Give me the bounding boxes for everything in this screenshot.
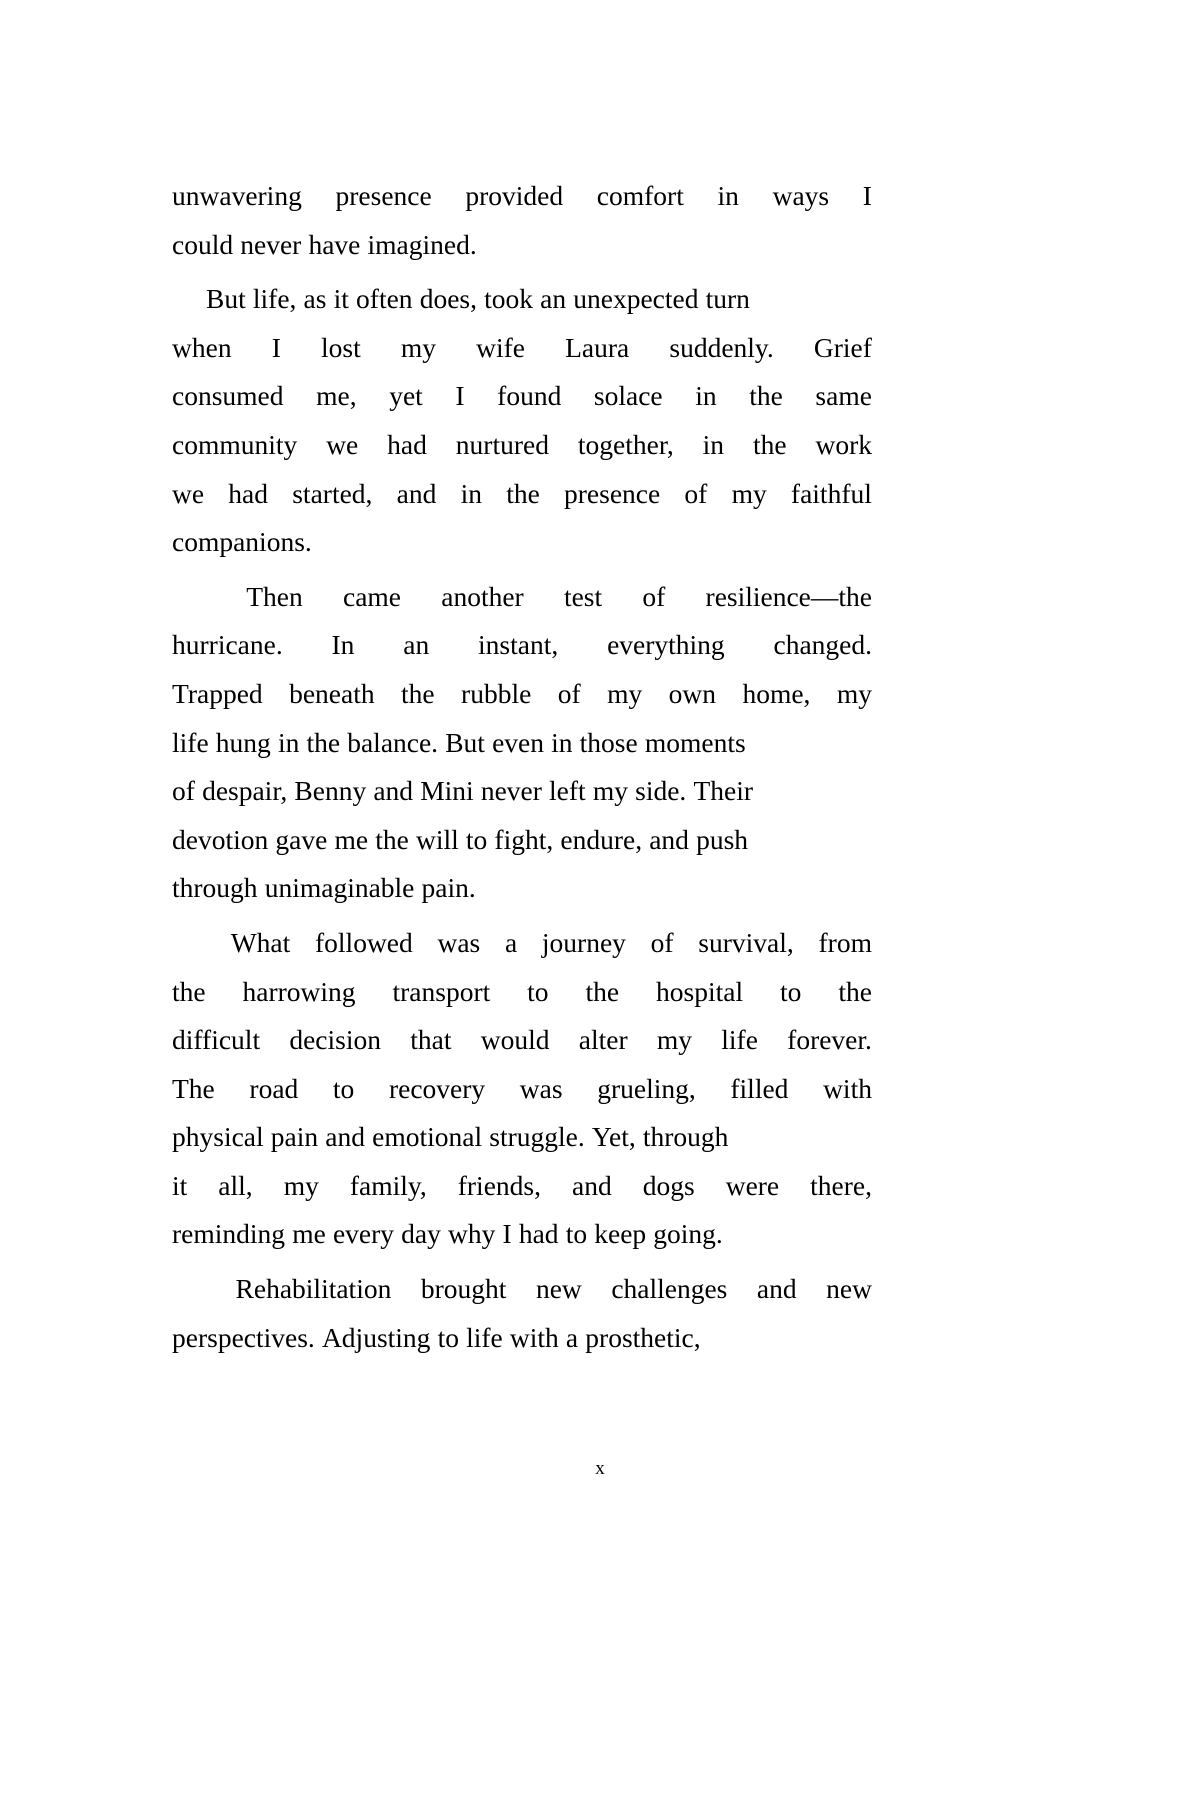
word: with [509,1321,559,1353]
word: the [306,726,341,758]
word: test [563,580,603,612]
first-line-indent [172,919,206,968]
word: pain [270,1121,319,1153]
text-line [172,864,872,913]
text-line [172,421,872,470]
word: as [303,283,327,315]
word: in [460,477,482,509]
word: have [308,228,361,260]
word: keep [594,1218,647,1250]
word: endure, [560,823,643,855]
text-line [172,919,872,968]
word: Laura [565,331,630,363]
word: would [480,1024,550,1056]
word: started, [292,477,373,509]
word: of [650,926,674,958]
first-line-indent [172,1265,206,1314]
text-line [172,221,872,270]
word: turn [705,283,750,315]
word: emotional [372,1121,483,1153]
word: to [465,823,488,855]
word: difficult [172,1024,261,1056]
word: in [695,380,717,412]
word: push [696,823,749,855]
text-line [172,1162,872,1211]
word: me [334,823,369,855]
text-line [172,324,872,373]
word: friends, [457,1169,541,1201]
word: and [325,1121,366,1153]
word: all, [218,1169,253,1201]
word: from [818,926,872,958]
word: The [172,1072,215,1104]
word: Mini [420,775,474,807]
text-line [172,1065,872,1114]
word: my [607,677,643,709]
word: forever. [787,1024,872,1056]
word: was [519,1072,563,1104]
word: presence [335,180,432,211]
word: and [373,775,414,807]
word: in [551,726,573,758]
word: my [731,477,767,509]
word: day [401,1218,441,1250]
word: when [172,331,232,363]
word: my [836,677,872,709]
word: rubble [461,677,532,709]
word: the [585,975,620,1007]
word: prosthetic, [585,1321,701,1353]
word: I [271,331,281,363]
word: had [518,1218,559,1250]
word: with [823,1072,872,1104]
word: provided [465,180,564,211]
word: to [332,1072,355,1104]
word: lost [321,331,361,363]
word: alter [578,1024,628,1056]
word: it [333,283,349,315]
word: left [549,775,586,807]
text-line [172,1016,872,1065]
word: came [342,580,401,612]
word: comfort [596,180,684,211]
text-line [172,275,872,324]
word: and [649,823,689,855]
word: gave [275,823,328,855]
paragraph [172,919,872,1259]
word: we [326,428,359,460]
word: never [480,775,542,807]
word: harrowing [242,975,356,1007]
word: the [401,677,435,709]
word: Adjusting [321,1321,431,1353]
word: me, [316,380,357,412]
word: Yet, [591,1121,636,1153]
word: an [540,283,567,315]
word: Grief [813,331,872,363]
word: another [441,580,524,612]
word: of [557,677,581,709]
word: those [579,726,638,758]
word: could [172,228,234,260]
word: every [332,1218,395,1250]
word: I [455,380,465,412]
word: life [721,1024,758,1056]
word: consumed [172,380,284,412]
text-line [172,621,872,670]
word: struggle. [489,1121,585,1153]
text-line [172,670,872,719]
word: instant, [478,629,559,661]
text-line [172,1113,872,1162]
word: life [172,726,209,758]
word: the [752,428,787,460]
word: In [331,629,355,661]
word: Their [693,775,754,807]
word: to [565,1218,588,1250]
word: despair, [202,775,288,807]
word: to [780,975,802,1007]
word: same [815,380,872,412]
text-line [172,470,872,519]
word: ways [772,180,830,211]
text-line [172,816,872,865]
word: in [702,428,725,460]
word: and [756,1273,797,1305]
word: had [228,477,269,509]
word: together, [577,428,674,460]
word: through [642,1121,729,1153]
word: recovery [388,1072,486,1104]
text-line [172,573,872,622]
word: my [656,1024,692,1056]
word: there, [810,1169,872,1201]
word: to [527,975,549,1007]
text-line [172,719,872,768]
word: the [749,380,783,412]
text-line [172,1314,872,1363]
word: new [826,1273,872,1305]
paragraph [172,573,872,913]
word: resilience—the [705,580,872,612]
word: companions. [172,526,312,558]
word: through [172,872,258,904]
word: we [172,477,205,509]
text-line [172,1265,872,1314]
word: the [506,477,540,509]
word: community [172,428,298,460]
word: pain. [421,872,476,904]
word: my [400,331,436,363]
word: own [668,677,717,709]
word: and [572,1169,612,1201]
word: home, [742,677,811,709]
word: beneath [289,677,375,709]
word: even [492,726,544,758]
word: presence [564,477,661,509]
word: decision [289,1024,381,1056]
page-number: x [595,1458,605,1479]
text-line [172,518,872,567]
word: reminding [172,1218,286,1250]
word: I [862,180,872,211]
word: What [230,926,291,958]
text-line [172,767,872,816]
word: transport [392,975,491,1007]
word: road [249,1072,299,1104]
word: life, [252,283,297,315]
word: challenges [611,1273,728,1305]
word: wife [476,331,525,363]
text-line [172,1210,872,1259]
word: hung [215,726,271,758]
word: brought [420,1273,507,1305]
word: But [445,726,485,758]
first-line-indent [172,275,206,324]
word: in [277,726,300,758]
word: often [356,283,413,315]
word: moments [644,726,746,758]
word: perspectives. [172,1321,315,1353]
word: to [437,1321,459,1353]
body-text-column [172,172,872,1368]
word: will [415,823,459,855]
word: side. [635,775,687,807]
word: Benny [294,775,367,807]
word: yet [389,380,423,412]
word: were [725,1169,780,1201]
paragraph [172,172,872,269]
word: that [410,1024,452,1056]
paragraph [172,275,872,567]
text-line [172,968,872,1017]
text-line [172,172,872,221]
word: had [387,428,427,460]
word: life [466,1321,503,1353]
word: changed. [773,629,872,661]
word: going. [653,1218,723,1250]
text-line [172,372,872,421]
word: never [240,228,302,260]
word: found [497,380,562,412]
word: of [172,775,195,807]
word: new [535,1273,582,1305]
word: survival, [698,926,794,958]
word: it [172,1169,188,1201]
paragraph [172,1265,872,1362]
word: devotion [172,823,269,855]
word: unwavering [172,180,302,211]
word: the [172,975,206,1007]
word: a [565,1321,579,1353]
word: was [437,926,481,958]
word: a [504,926,518,958]
word: work [815,428,872,460]
first-line-indent [172,573,206,622]
word: and [396,477,437,509]
word: Then [246,580,303,612]
word: balance. [347,726,439,758]
word: why [448,1218,496,1250]
word: my [592,775,628,807]
word: in [717,180,739,211]
word: the [838,975,872,1007]
word: Rehabilitation [235,1273,392,1305]
word: physical [172,1121,264,1153]
word: the [375,823,409,855]
word: journey [541,926,626,958]
word: hurricane. [172,629,283,661]
word: Trapped [172,677,263,709]
word: me [292,1218,326,1250]
word: unexpected [573,283,699,315]
word: family, [349,1169,427,1201]
word: took [484,283,534,315]
word: nurtured [455,428,549,460]
word: faithful [790,477,872,509]
word: does, [419,283,477,315]
word: imagined. [367,228,477,260]
word: suddenly. [669,331,774,363]
word: But [206,283,246,315]
word: unimaginable [264,872,415,904]
word: an [403,629,430,661]
word: of [642,580,666,612]
word: dogs [642,1169,695,1201]
word: of [684,477,708,509]
word: followed [315,926,413,958]
word: everything [607,629,725,661]
word: filled [730,1072,789,1104]
word: my [283,1169,319,1201]
word: grueling, [597,1072,696,1104]
word: fight, [494,823,554,855]
word: I [502,1218,512,1250]
word: solace [593,380,663,412]
word: hospital [656,975,744,1007]
